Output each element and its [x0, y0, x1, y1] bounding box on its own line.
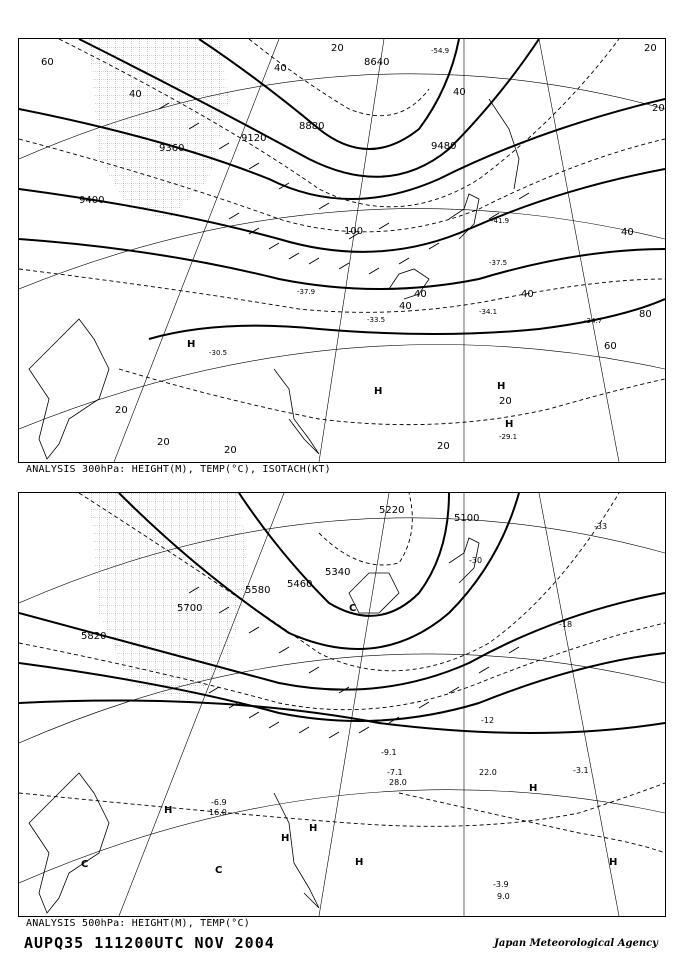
- map-500hpa-svg: [19, 493, 665, 916]
- isotach-label: 40: [453, 87, 466, 98]
- isotach-label: 40: [399, 301, 412, 312]
- temp-label: -18: [559, 620, 573, 629]
- temp-label: -34.7: [584, 317, 603, 325]
- temp-label: 22.0: [479, 768, 497, 777]
- isotach-label: 40: [274, 63, 287, 74]
- temp-label: -30.5: [209, 349, 228, 357]
- high-pressure-center: H: [505, 419, 514, 430]
- temp-label: -30: [469, 556, 483, 565]
- temperature-labels: [209, 522, 607, 905]
- agency-credit: Japan Meteorological Agency: [494, 938, 658, 949]
- isotach-label: 20: [115, 405, 128, 416]
- bottom-panel-caption: ANALYSIS 500hPa: HEIGHT(M), TEMP(°C): [26, 918, 250, 929]
- height-label: 8880: [299, 121, 325, 132]
- isotach-label: 20: [644, 43, 657, 54]
- temp-label: -9.1: [381, 748, 397, 757]
- height-label: 9400: [79, 195, 105, 206]
- high-pressure-center: H: [281, 833, 290, 844]
- height-label: 5100: [454, 513, 480, 524]
- high-pressure-center: H: [309, 823, 318, 834]
- low-pressure-center: C: [215, 865, 223, 876]
- temp-label: -6.9: [211, 798, 227, 807]
- isotach-label: 20: [652, 103, 665, 114]
- height-label: 5700: [177, 603, 203, 614]
- temp-label: -33: [594, 522, 608, 531]
- high-pressure-center: H: [497, 381, 506, 392]
- analysis-500hpa-map: [18, 492, 666, 917]
- temp-label: 16.0: [209, 808, 227, 817]
- temp-label: -37.5: [489, 259, 508, 267]
- temp-label: -12: [481, 716, 495, 725]
- height-label: 5340: [325, 567, 351, 578]
- height-label: 9480: [431, 141, 457, 152]
- temp-label: -54.9: [431, 47, 450, 55]
- temp-label: -7.1: [387, 768, 403, 777]
- isotach-label: 20: [157, 437, 170, 448]
- map-300hpa-svg: [19, 39, 665, 462]
- isotach-label: 60: [604, 341, 617, 352]
- bulletin-code: AUPQ35 111200UTC NOV 2004: [24, 934, 275, 952]
- top-panel-caption: ANALYSIS 300hPa: HEIGHT(M), TEMP(°C), ISOTACH(KT): [26, 464, 331, 475]
- height-label: 8640: [364, 57, 390, 68]
- cold-region-shading: [89, 493, 249, 703]
- high-pressure-center: H: [187, 339, 196, 350]
- pressure-centers: [187, 339, 513, 430]
- high-pressure-center: H: [529, 783, 538, 794]
- temp-label: -3.9: [493, 880, 509, 889]
- high-pressure-center: H: [164, 805, 173, 816]
- isotach-label: 20: [224, 445, 237, 456]
- height-label: 5820: [81, 631, 107, 642]
- temp-label: -33.5: [367, 316, 386, 324]
- temperature-labels: [209, 47, 602, 441]
- high-pressure-center: H: [355, 857, 364, 868]
- temp-label: -34.1: [479, 308, 498, 316]
- analysis-300hpa-map: [18, 38, 666, 463]
- isotach-label: 40: [414, 289, 427, 300]
- temp-label: -41.9: [491, 217, 510, 225]
- temp-label: 9.0: [497, 892, 510, 901]
- temp-label: -29.1: [499, 433, 518, 441]
- isotach-label: 40: [621, 227, 634, 238]
- isotach-label: 100: [344, 226, 364, 237]
- height-label: 5460: [287, 579, 313, 590]
- isotach-label: 60: [41, 57, 54, 68]
- isotach-label: 20: [331, 43, 344, 54]
- temp-label: -3.1: [573, 766, 589, 775]
- high-pressure-center: H: [374, 386, 383, 397]
- height-label: 9360: [159, 143, 185, 154]
- isotach-label: 80: [639, 309, 652, 320]
- low-pressure-center: C: [81, 859, 89, 870]
- height-label: 5580: [245, 585, 271, 596]
- high-pressure-center: H: [609, 857, 618, 868]
- height-label: 9120: [241, 133, 267, 144]
- isotach-label: 40: [129, 89, 142, 100]
- isotach-label: 20: [437, 441, 450, 452]
- low-pressure-center: C: [349, 603, 357, 614]
- isotach-label: 20: [499, 396, 512, 407]
- height-label: 5220: [379, 505, 405, 516]
- isotach-label: 40: [521, 289, 534, 300]
- temp-label: -37.9: [297, 288, 316, 296]
- temp-label: 28.0: [389, 778, 407, 787]
